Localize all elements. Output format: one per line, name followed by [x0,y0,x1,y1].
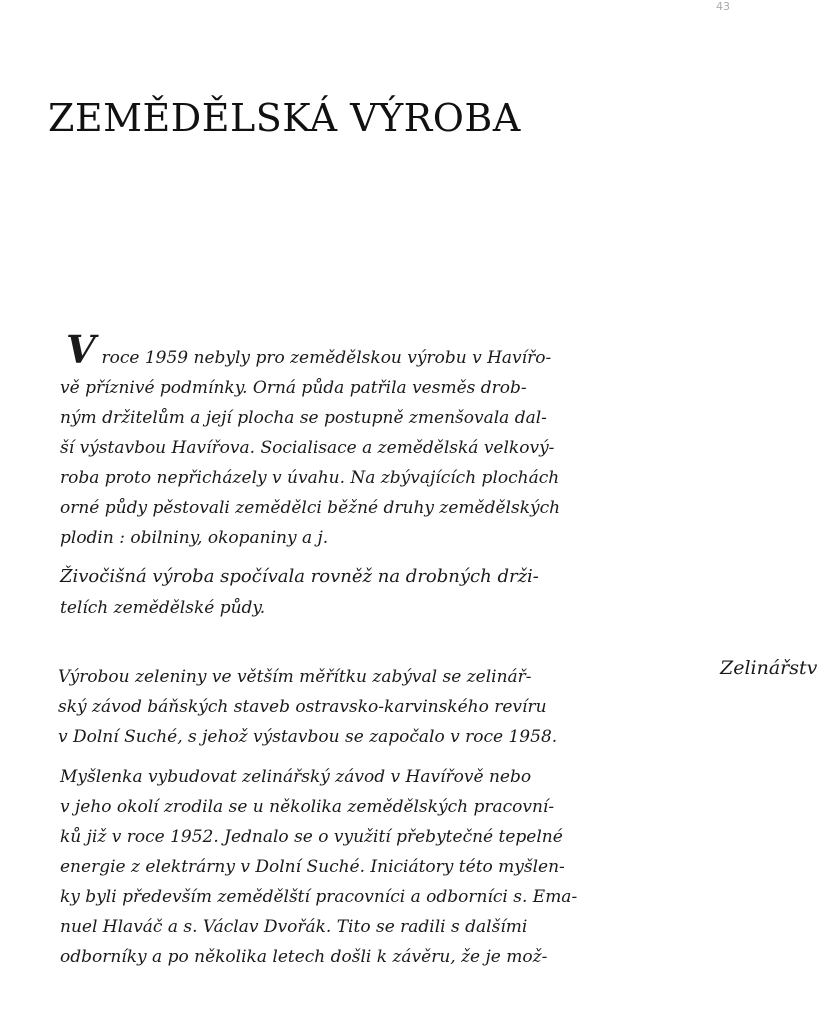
drop-cap: V [66,327,96,372]
paragraph-1-line-1 [66,327,552,372]
paragraph-1-line-1-text: roce 1959 nebyly pro zemědělskou výrobu v Havířo- [101,348,552,368]
paragraph-1-line-2: vě příznivé podmínky. Orná půda patřila vesměs drob- [60,378,527,398]
paragraph-4-line-6: nuel Hlaváč a s. Václav Dvořák. Tito se radili s dalšími [60,917,528,937]
paragraph-1-line-6: orné půdy pěstovali zemědělci běžné druhy zemědělských [60,498,561,518]
paragraph-4-line-5: ky byli především zemědělští pracovníci a odborníci s. Ema- [60,887,578,907]
paragraph-2-line-2: telích zemědělské půdy. [60,598,266,618]
paragraph-2-line-1: Živočišná výroba spočívala rovněž na drobných drži- [60,566,539,587]
paragraph-3-line-3: v Dolní Suché, s jehož výstavbou se započalo v roce 1958. [58,727,558,747]
paragraph-3-line-2: ský závod báňských staveb ostravsko-karvinského revíru [58,697,547,717]
page-number: 43 [716,0,730,13]
page-heading: ZEMĚDĚLSKÁ VÝROBA [48,96,521,140]
paragraph-4-line-3: ků již v roce 1952. Jednalo se o využití přebytečné tepelné [60,827,563,847]
paragraph-1-line-3: ným držitelům a její plocha se postupně zmenšovala dal- [60,408,547,428]
paragraph-3-line-1: Výrobou zeleniny ve větším měřítku zabýval se zelinář- [58,667,532,687]
paragraph-4-line-4: energie z elektrárny v Dolní Suché. Iniciátory této myšlen- [60,857,565,877]
paragraph-1-line-4: ší výstavbou Havířova. Socialisace a zemědělská velkový- [60,438,555,458]
paragraph-4-line-2: v jeho okolí zrodila se u několika zemědělských pracovní- [60,797,555,817]
paragraph-4-line-1: Myšlenka vybudovat zelinářský závod v Havířově nebo [60,767,532,787]
paragraph-1-line-7: plodin : obilniny, okopaniny a j. [60,528,329,548]
paragraph-4-line-7: odborníky a po několika letech došli k závěru, že je mož- [60,947,548,967]
margin-note: Zelinářstv [720,657,818,679]
paragraph-1-line-5: roba proto nepřicházely v úvahu. Na zbývajících plochách [60,468,560,488]
